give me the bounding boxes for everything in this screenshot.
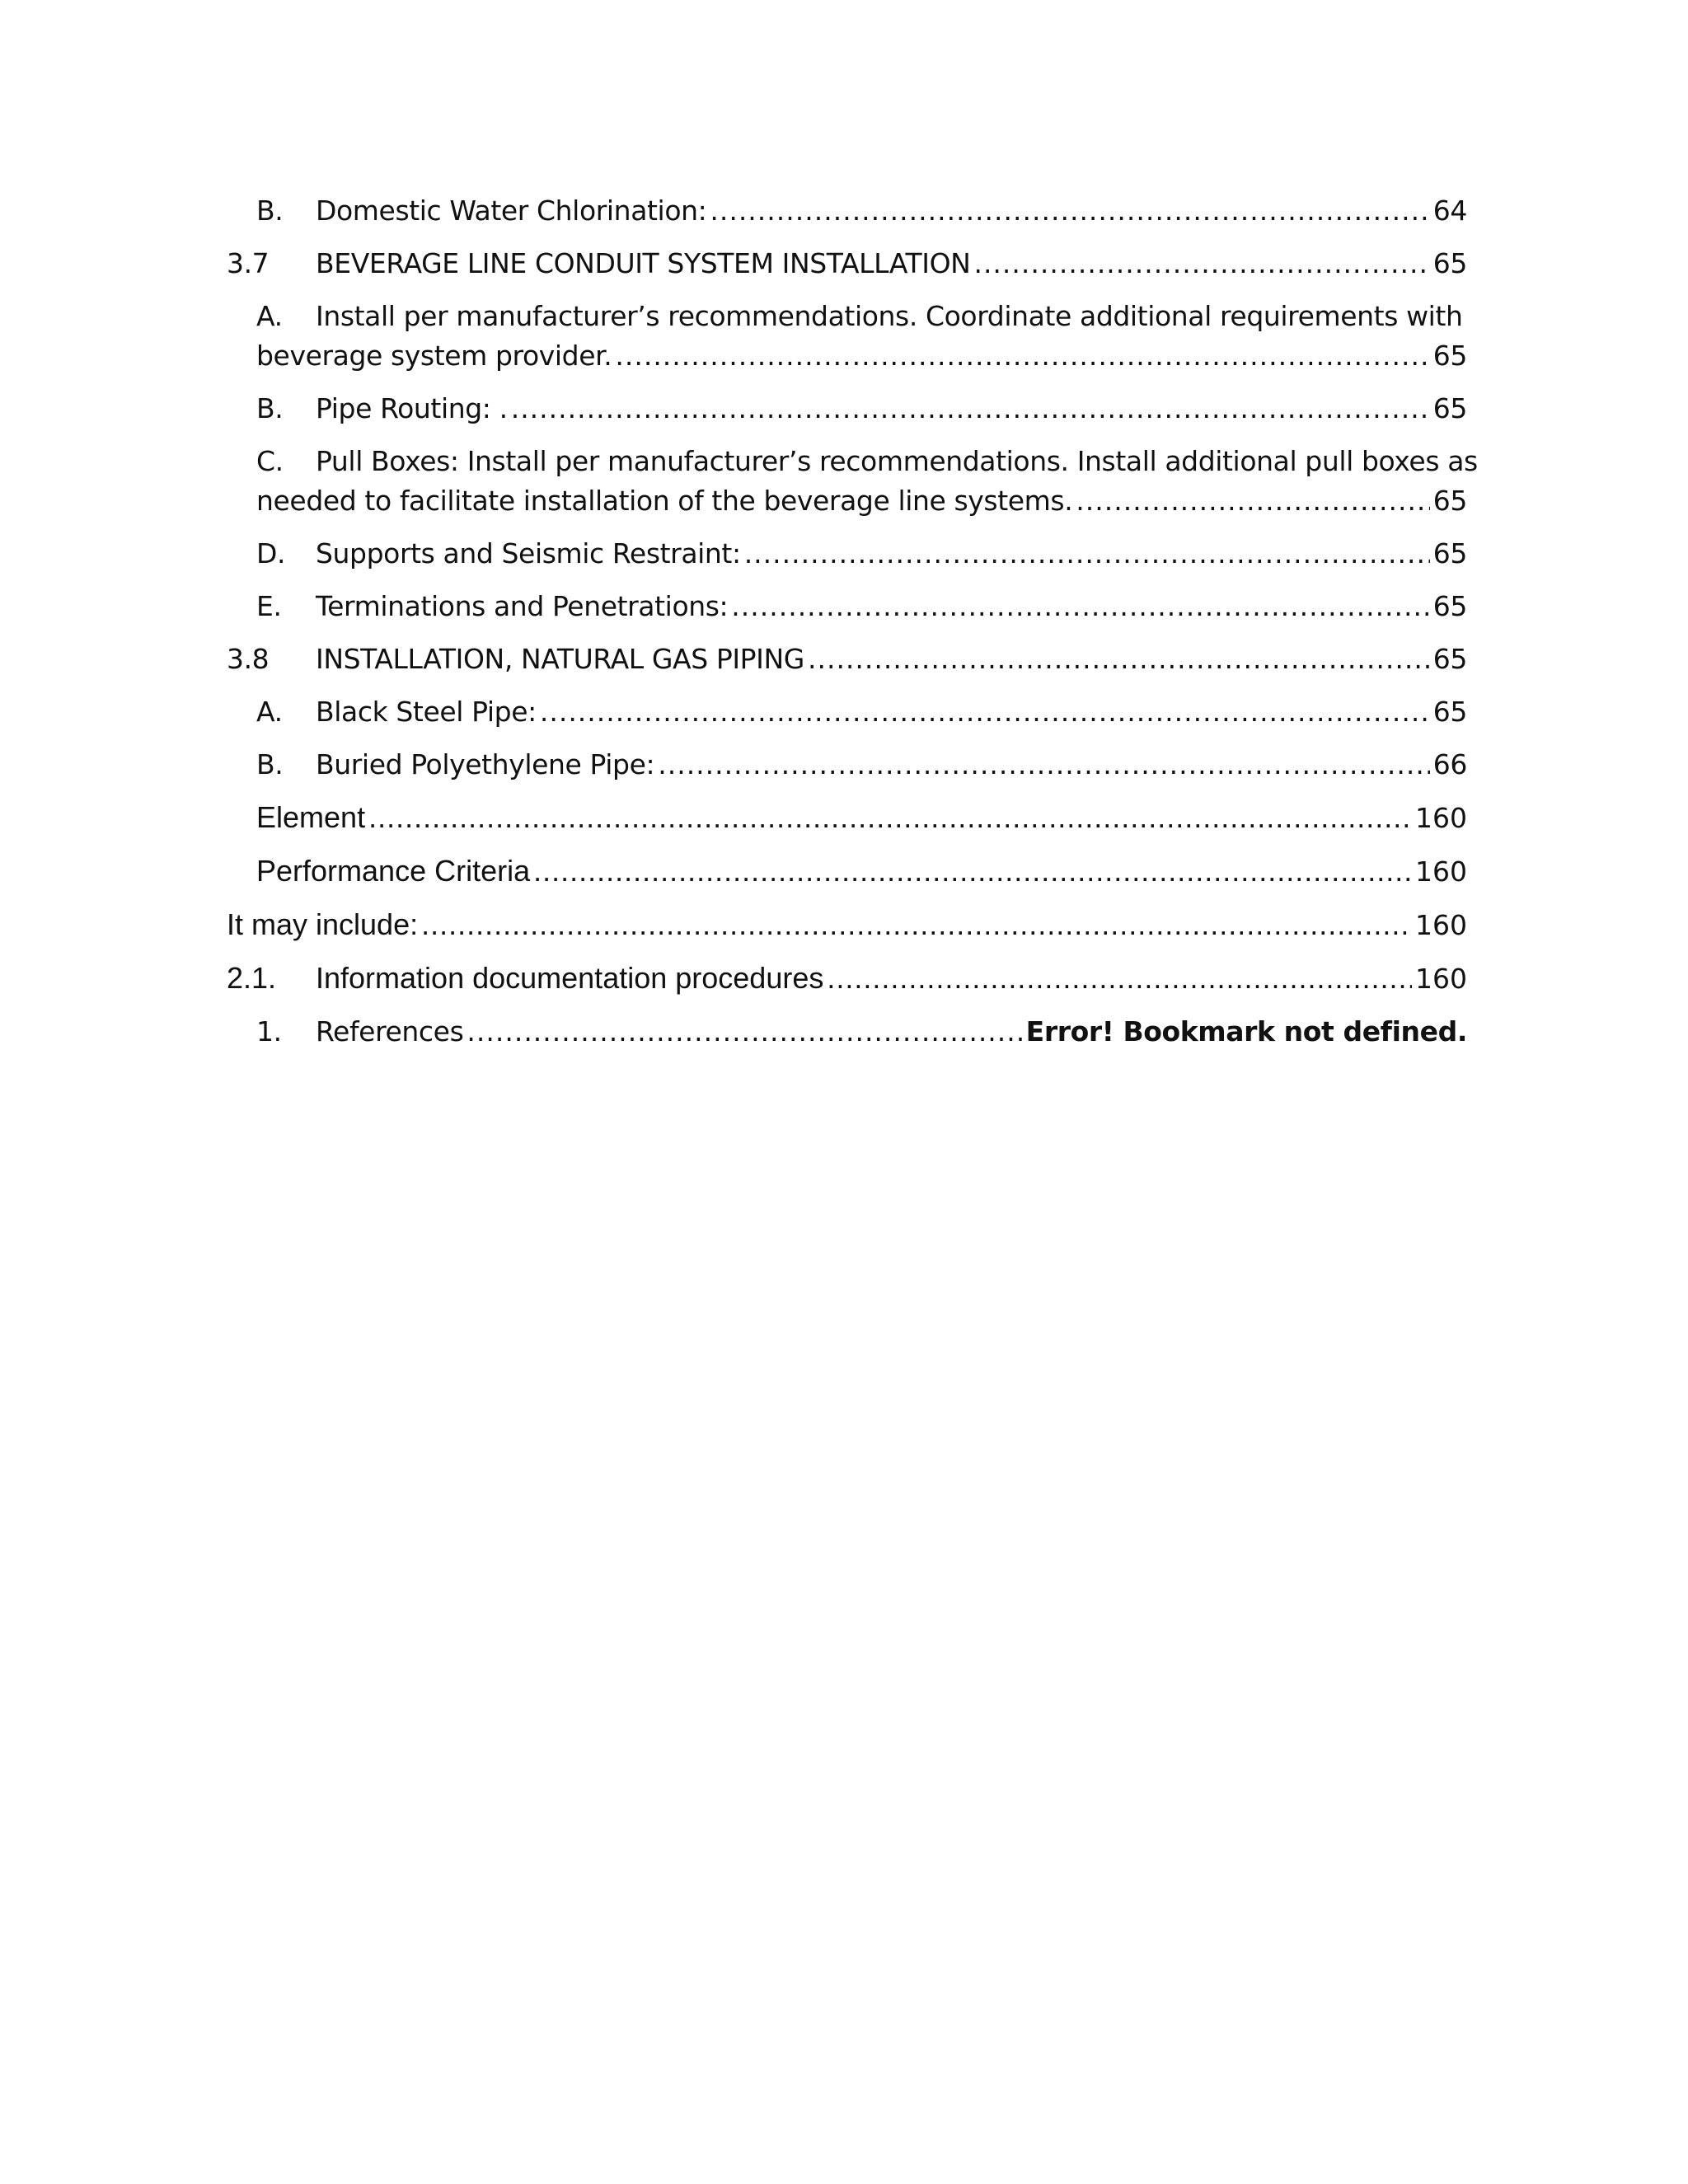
toc-entry-title: Buried Polyethylene Pipe:	[316, 748, 655, 780]
dot-leader	[467, 1012, 1022, 1052]
toc-entry-number: D.	[256, 537, 286, 569]
toc-entry[interactable]	[227, 905, 1467, 945]
toc-entry-title: INSTALLATION, NATURAL GAS PIPING	[316, 643, 804, 675]
toc-entry[interactable]	[227, 442, 1478, 521]
toc-entry-number: B.	[256, 392, 284, 424]
toc-entry-number: 1.	[256, 1015, 282, 1047]
dot-leader	[1076, 481, 1430, 521]
toc-entry-title: Terminations and Penetrations:	[316, 590, 729, 622]
toc-entry[interactable]	[227, 191, 1467, 231]
toc-entry-title: BEVERAGE LINE CONDUIT SYSTEM INSTALLATION	[316, 247, 971, 279]
toc-entry-title: Domestic Water Chlorination:	[316, 194, 707, 227]
table-of-contents	[227, 191, 1478, 1065]
toc-entry[interactable]	[227, 389, 1467, 429]
toc-entry-title: Supports and Seismic Restraint:	[316, 537, 741, 569]
dot-leader	[827, 958, 1412, 998]
toc-entry-page: 65	[1432, 340, 1467, 372]
toc-entry[interactable]	[227, 587, 1467, 626]
dot-leader	[731, 587, 1430, 626]
toc-entry-number: 3.7	[227, 247, 270, 279]
toc-entry-title: It may include:	[227, 907, 419, 941]
toc-entry-title-line2: beverage system provider.	[256, 340, 612, 372]
dot-leader	[710, 191, 1429, 231]
dot-leader	[658, 745, 1430, 785]
toc-entry-number: B.	[256, 194, 284, 227]
toc-entry-page: 65	[1432, 392, 1467, 424]
toc-entry-title-line1: Install per manufacturer’s recommendations. Coordinate additional requirements with	[316, 300, 1463, 332]
toc-entry-page: 160	[1415, 963, 1467, 995]
bookmark-error-text: Error! Bookmark not defined.	[1025, 1015, 1467, 1047]
toc-entry-title: Pipe Routing: .	[316, 392, 508, 424]
toc-entry-title: References	[316, 1015, 464, 1047]
toc-entry-page: 65	[1432, 696, 1467, 728]
toc-entry-number: A.	[256, 696, 283, 728]
toc-entry[interactable]	[227, 851, 1467, 892]
dot-leader	[421, 905, 1412, 944]
dot-leader	[615, 336, 1429, 376]
dot-leader	[533, 851, 1412, 891]
toc-entry-page: 160	[1415, 909, 1467, 941]
toc-entry-page: 65	[1432, 537, 1467, 569]
toc-entry-page: 65	[1432, 590, 1467, 622]
toc-entry-title: Information documentation procedures	[316, 961, 824, 995]
toc-entry-title: Element	[256, 800, 366, 834]
toc-entry[interactable]	[227, 1012, 1467, 1052]
toc-entry-title-line2: needed to facilitate installation of the beverage line systems.	[256, 485, 1073, 517]
toc-entry-number: A.	[256, 300, 283, 332]
toc-entry[interactable]	[227, 745, 1467, 785]
toc-entry-page: 65	[1432, 247, 1467, 279]
toc-entry[interactable]	[227, 958, 1467, 999]
toc-entry-page: 160	[1415, 855, 1467, 888]
toc-entry-title: Black Steel Pipe:	[316, 696, 537, 728]
toc-entry-page: 160	[1415, 802, 1467, 834]
dot-leader	[540, 692, 1430, 732]
toc-entry-title-line1: Pull Boxes: Install per manufacturer’s recommendations. Install additional pull boxes as	[316, 445, 1478, 477]
toc-entry-page: 65	[1432, 643, 1467, 675]
toc-entry[interactable]	[227, 640, 1467, 679]
toc-entry-number: B.	[256, 748, 284, 780]
dot-leader	[744, 534, 1430, 574]
toc-entry[interactable]	[227, 798, 1467, 838]
dot-leader	[808, 640, 1430, 679]
toc-entry[interactable]	[227, 692, 1467, 732]
toc-entry-title: Performance Criteria	[256, 854, 531, 888]
toc-entry-number: E.	[256, 590, 282, 622]
dot-leader	[368, 798, 1412, 837]
toc-entry-number: 3.8	[227, 643, 270, 675]
toc-entry-page: 65	[1432, 485, 1467, 517]
dot-leader	[511, 389, 1430, 429]
toc-entry[interactable]	[227, 297, 1467, 376]
toc-entry-number: C.	[256, 445, 284, 477]
toc-entry[interactable]	[227, 534, 1467, 574]
toc-entry-number: 2.1.	[227, 961, 277, 995]
toc-entry[interactable]	[227, 244, 1467, 284]
toc-entry-page: 64	[1432, 194, 1467, 227]
dot-leader	[973, 244, 1429, 284]
toc-entry-page: 66	[1432, 748, 1467, 780]
